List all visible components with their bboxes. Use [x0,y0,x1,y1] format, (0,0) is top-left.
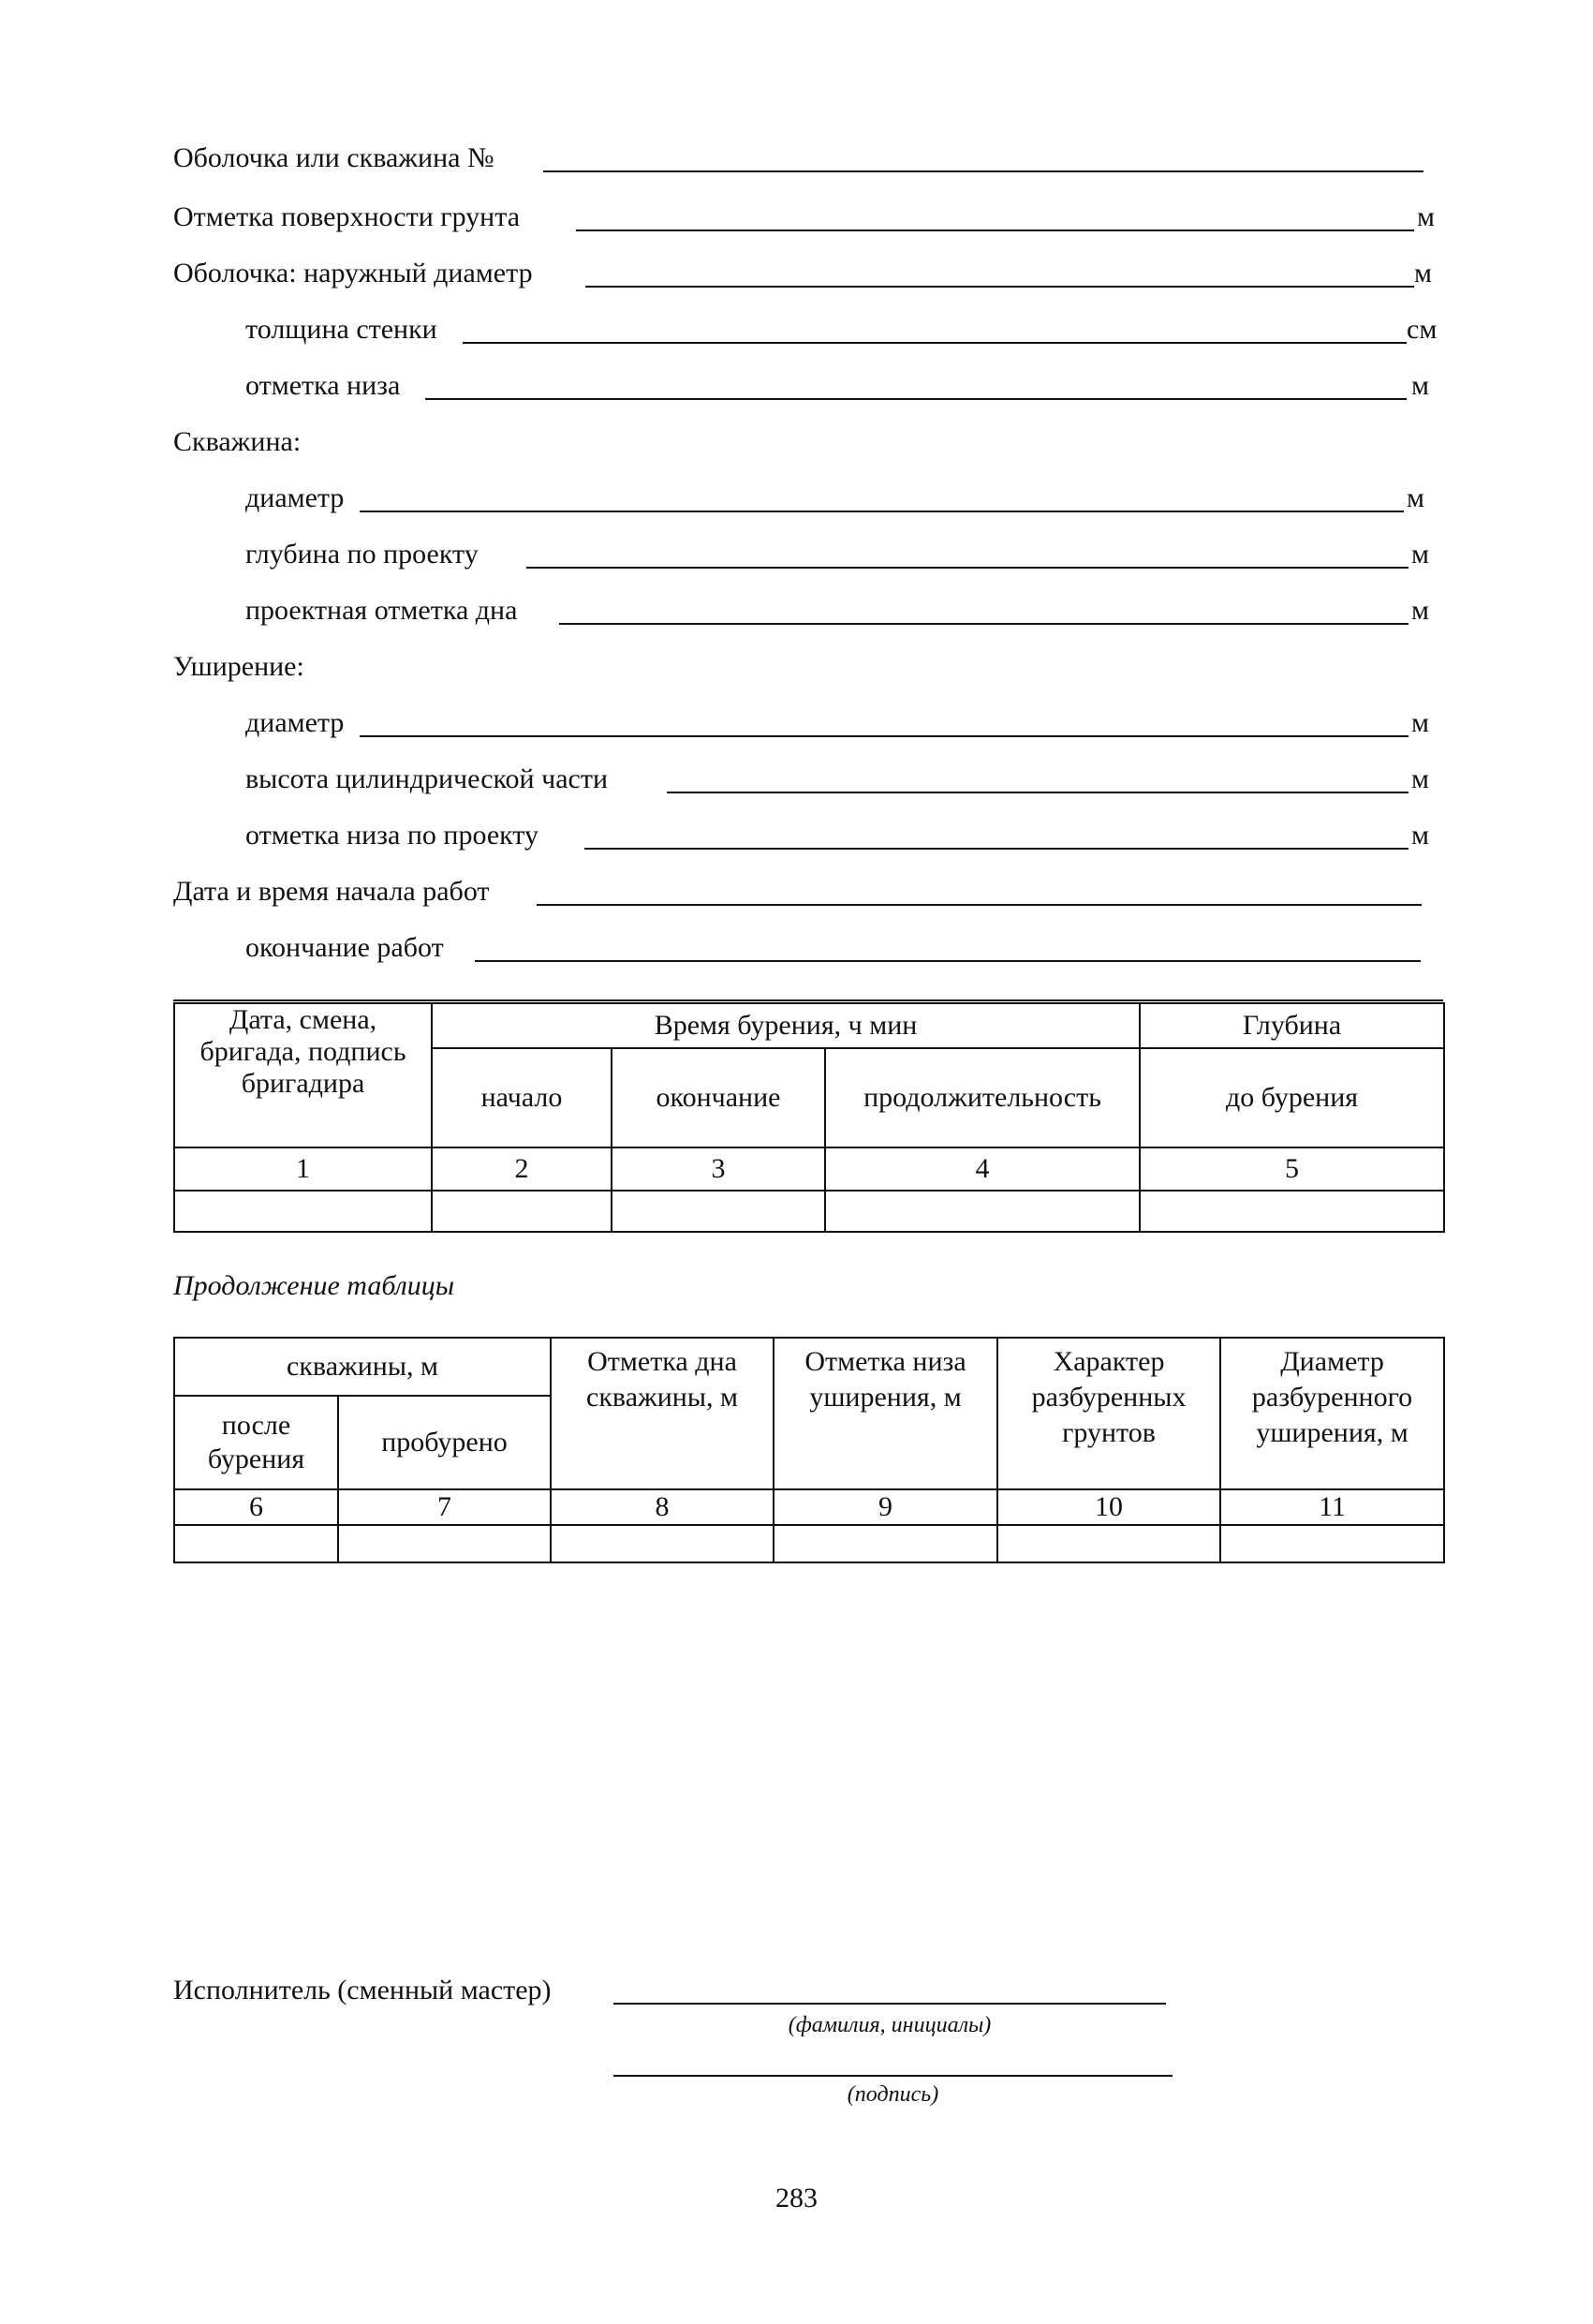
unit-label: см [1407,314,1438,345]
form-label: Отметка поверхности грунта [173,201,521,232]
unit-label: м [1411,763,1429,794]
fill-line[interactable] [360,511,1404,512]
form-label: проектная отметка дна [245,595,518,626]
fill-line[interactable] [667,792,1409,793]
header-bottom-mark: Отметка дна скважины, м [551,1338,774,1489]
header-before-drilling: до бурения [1140,1048,1444,1147]
form-label: высота цилиндрической части [245,763,608,794]
fill-line[interactable] [537,904,1422,906]
table-cell-empty[interactable] [174,1525,338,1562]
table-cell-empty[interactable] [825,1191,1140,1232]
form-line-start-datetime [173,876,1428,908]
table-cell-empty[interactable] [1220,1525,1444,1562]
header-end: окончание [612,1048,825,1147]
form-label: Оболочка или скважина № [173,142,494,173]
table-cell-empty[interactable] [612,1191,825,1232]
unit-label: м [1407,482,1424,513]
form-line-end-datetime [245,932,1435,964]
unit-label: м [1411,595,1429,626]
fill-line[interactable] [576,229,1414,231]
form-label: Дата и время начала работ [173,876,490,907]
table-cell-empty[interactable] [1140,1191,1444,1232]
column-number: 4 [825,1147,1140,1191]
header-widening-low-mark: Отметка низа уширения, м [774,1338,997,1489]
column-number: 6 [174,1489,338,1525]
header-duration: продолжительность [825,1048,1140,1147]
signature-note: (подпись) [847,2082,939,2107]
form-label: толщина стенки [245,314,437,345]
column-number: 1 [174,1147,432,1191]
unit-label: м [1411,820,1429,851]
page-number: 283 [775,2183,818,2213]
form-line-design-depth [245,539,1463,570]
form-label: отметка низа [245,370,401,401]
form-label: отметка низа по проекту [245,820,539,851]
fill-line[interactable] [526,567,1409,569]
unit-label: м [1411,707,1429,738]
form-label: диаметр [245,707,345,738]
column-number: 8 [551,1489,774,1525]
fill-line[interactable] [559,623,1409,625]
fill-line[interactable] [475,960,1421,962]
fill-line[interactable] [543,170,1423,172]
form-label: окончание работ [245,932,444,963]
widening-heading: Уширение: [173,651,304,682]
drilling-time-table [173,1002,1445,1233]
table-cell-empty[interactable] [551,1525,774,1562]
header-widening-diameter: Диаметр разбуренного уширения, м [1220,1338,1444,1489]
form-line-cylinder-height [245,763,1463,795]
unit-label: м [1417,201,1435,232]
form-line-well-diameter [245,482,1463,514]
signature-line[interactable] [613,2075,1173,2077]
form-label: диаметр [245,482,345,513]
drilling-results-table [173,1337,1445,1563]
form-line-shell-no [173,142,1423,174]
form-line-design-low-mark [245,820,1463,851]
continuation-caption: Продолжение таблицы [173,1270,455,1301]
unit-label: м [1411,370,1429,401]
table-cell-empty[interactable] [174,1191,432,1232]
form-line-wall-thickness [245,314,1472,346]
form-label: глубина по проекту [245,539,479,570]
column-number: 11 [1220,1489,1444,1525]
table-cell-empty[interactable] [432,1191,612,1232]
name-note: (фамилия, инициалы) [788,2013,992,2037]
table-cell-empty[interactable] [774,1525,997,1562]
unit-label: м [1414,258,1432,289]
form-line-outer-diameter [173,258,1456,289]
header-well-depth: скважины, м [174,1338,551,1396]
fill-line[interactable] [584,848,1409,850]
header-depth: Глубина [1140,1003,1444,1048]
column-number: 3 [612,1147,825,1191]
header-drilling-time: Время бурения, ч мин [432,1003,1140,1048]
header-drilled: пробурено [338,1396,551,1489]
form-line-bottom-mark [245,370,1463,402]
executor-label: Исполнитель (сменный мастер) [173,1975,552,2006]
form-line-design-bottom-mark [245,595,1463,627]
header-after-drilling: после бурения [174,1396,338,1489]
header-date-shift: Дата, смена, бригада, подпись бригадира [174,1003,432,1147]
fill-line[interactable] [425,398,1407,400]
column-number: 10 [997,1489,1220,1525]
form-line-widening-diameter [245,707,1463,739]
fill-line[interactable] [360,735,1409,737]
header-soil-character: Характер разбуренных грунтов [997,1338,1220,1489]
column-number: 9 [774,1489,997,1525]
header-start: начало [432,1048,612,1147]
column-number: 5 [1140,1147,1444,1191]
table-cell-empty[interactable] [338,1525,551,1562]
executor-name-line[interactable] [613,2003,1166,2005]
table-cell-empty[interactable] [997,1525,1220,1562]
fill-line[interactable] [463,342,1407,344]
table1-top-rule [173,999,1443,1001]
unit-label: м [1411,539,1429,570]
well-heading: Скважина: [173,426,302,457]
column-number: 7 [338,1489,551,1525]
fill-line[interactable] [585,286,1414,288]
form-label: Оболочка: наружный диаметр [173,258,533,289]
form-line-ground-mark [173,201,1456,233]
column-number: 2 [432,1147,612,1191]
